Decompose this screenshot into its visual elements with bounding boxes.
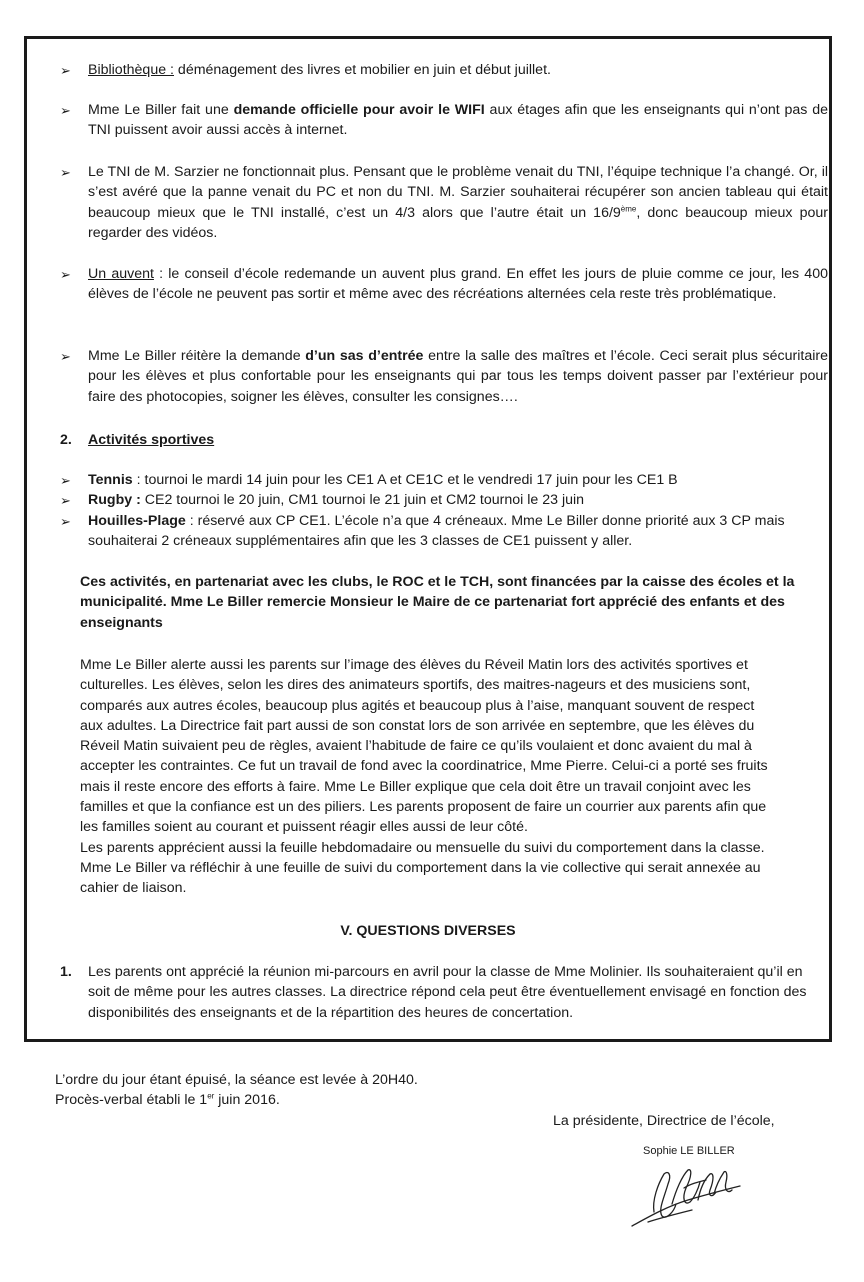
- footer-text: Procès-verbal établi le 1: [55, 1092, 208, 1108]
- section-v-title: V. QUESTIONS DIVERSES: [340, 923, 516, 939]
- item-bold: demande officielle pour avoir le WIFI: [233, 102, 485, 118]
- paragraph-line: mais il reste encore des efforts à faire. Mme Le Biller explique que cela doit être un travail conjoint avec les: [80, 778, 751, 795]
- item-label: Houilles-Plage: [88, 513, 186, 529]
- paragraph-line: accepter les contraintes. Ce fut un travail de fond avec la coordinatrice, Mme Pierre. Celui-ci a porté ses fruits: [80, 758, 768, 775]
- section-number: 2.: [60, 432, 72, 448]
- item-rugby: [88, 490, 828, 510]
- paragraph-line: aux adultes. La Directrice fait part aussi de son constat lors de son arrivée en septembre, que les élèves du: [80, 717, 755, 734]
- section-heading: [88, 430, 828, 450]
- item-auvent: [88, 264, 828, 305]
- funding-paragraph: Ces activités, en partenariat avec les clubs, le ROC et le TCH, sont financées par la caisse des écoles et la municipalité. Mme Le Biller remercie Monsieur le Maire de ce partenariat fort apprécié des enfants et des enseignants: [80, 574, 795, 631]
- item-text: Mme Le Biller réitère la demande: [88, 348, 306, 364]
- item-wifi: [88, 100, 828, 141]
- item-text: Mme Le Biller fait une: [88, 102, 234, 118]
- paragraph-line: les familles soient au courant et puissent réagir elles aussi de leur côté.: [80, 819, 528, 836]
- item-text: entre la salle des maîtres et l’école. Ceci serait plus sécuritaire pour les élèves et plus confortable pour les enseignants qui par tous les temps doivent passer par l’extérieur pour faire des photocopies, soigner les élèves, consulter les consignes….: [88, 348, 829, 405]
- item-text: : réservé aux CP CE1. L’école n’a que 4 créneaux. Mme Le Biller donne priorité aux 3 CP mais souhaiterai 2 créneaux supplémentaires afin que les 3 classes de CE1 puissent y aller.: [88, 513, 785, 550]
- item-label: Rugby :: [88, 492, 141, 508]
- item-text: : le conseil d’école redemande un auvent plus grand. En effet les jours de pluie comme ce jour, les 400 élèves de l’école ne peuvent pas sortir et même avec des récréations alternées cela reste très problématique.: [88, 266, 828, 303]
- bullet-arrow: ➢: [60, 165, 71, 180]
- paragraph-line: Les parents apprécient aussi la feuille hebdomadaire ou mensuelle du suivi du comportement dans la classe.: [80, 839, 765, 856]
- item-label: Tennis: [88, 472, 133, 488]
- superscript: ème: [620, 203, 637, 213]
- bullet-arrow: ➢: [60, 267, 71, 282]
- item-text: : tournoi le mardi 14 juin pour les CE1 A et CE1C et le vendredi 17 juin pour les CE1 B: [132, 472, 678, 488]
- paragraph-line: familles et que la confiance est un des piliers. Les parents proposent de faire un courrier aux parents afin que: [80, 799, 767, 816]
- item-text: Le TNI de M. Sarzier ne fonctionnait plus. Pensant que le problème venait du TNI, l’équipe technique l’a changé. Or, il s’est avéré que la panne venait du PC et non du TNI. M. Sarzier souhaiterai récupérer son ancien tableau qui était beaucoup mieux que le TNI installé, c’est un 4/3 alors que l’autre était un 16/9: [88, 164, 828, 221]
- question-number: 1.: [60, 964, 72, 980]
- item-text: déménagement des livres et mobilier en juin et début juillet.: [173, 62, 551, 78]
- bullet-arrow: ➢: [60, 514, 71, 529]
- item-sas: [88, 346, 828, 407]
- item-tennis: [88, 470, 828, 490]
- item-bold: d’un sas d’entrée: [305, 348, 424, 364]
- item-tni: [88, 162, 828, 243]
- bullet-arrow: ➢: [60, 63, 71, 78]
- closing-line: L’ordre du jour étant épuisé, la séance est levée à 20H40.: [55, 1072, 418, 1088]
- paragraph-line: cahier de liaison.: [80, 880, 187, 897]
- handwritten-signature: [628, 1160, 744, 1232]
- signatory-title: La présidente, Directrice de l’école,: [553, 1113, 775, 1129]
- bullet-arrow: ➢: [60, 473, 71, 488]
- item-title: Un auvent: [88, 266, 154, 282]
- item-bibliotheque: [88, 60, 828, 80]
- bullet-arrow: ➢: [60, 493, 71, 508]
- item-title: Bibliothèque :: [88, 62, 174, 78]
- section-title: Activités sportives: [88, 432, 215, 448]
- signature-name: Sophie LE BILLER: [643, 1145, 735, 1157]
- item-houilles-plage: [88, 511, 824, 552]
- item-text: CE2 tournoi le 20 juin, CM1 tournoi le 21 juin et CM2 tournoi le 23 juin: [140, 492, 585, 508]
- footer-text: juin 2016.: [214, 1092, 280, 1108]
- paragraph-line: culturelles. Les élèves, selon les dires des animateurs sportifs, des maitres-nageurs et des musiciens sont,: [80, 677, 751, 694]
- paragraph-line: Mme Le Biller va réfléchir à une feuille de suivi du comportement dans la vie collective qui serait annexée au: [80, 859, 761, 876]
- paragraph-line: Réveil Matin suivaient peu de règles, avaient l’habitude de faire ce qu’ils voulaient et donc avaient du mal à: [80, 738, 752, 755]
- item-text: , donc beaucoup mieux pour regarder des vidéos.: [88, 204, 828, 241]
- item-text: aux étages afin que les enseignants qui n’ont pas de TNI puissent avoir aussi accès à internet.: [88, 102, 828, 139]
- question-text: Les parents ont apprécié la réunion mi-parcours en avril pour la classe de Mme Molinier. Ils souhaiteraient qu’il en soit de même pour les autres classes. La directrice répond cela peut être éventuellement envisagé en fonction des disponibilités des enseignants et de la répartition des heures de concertation.: [88, 964, 807, 1021]
- paragraph-line: Mme Le Biller alerte aussi les parents sur l’image des élèves du Réveil Matin lors des activités sportives et: [80, 657, 748, 673]
- verbal-date: [55, 1090, 555, 1110]
- behavior-paragraph: [80, 655, 826, 899]
- superscript: er: [207, 1091, 215, 1101]
- paragraph-line: comparés aux autres écoles, beaucoup plus agités et beaucoup plus à l’aise, manquant souvent de respect: [80, 697, 755, 714]
- bullet-arrow: ➢: [60, 103, 71, 118]
- bullet-arrow: ➢: [60, 349, 71, 364]
